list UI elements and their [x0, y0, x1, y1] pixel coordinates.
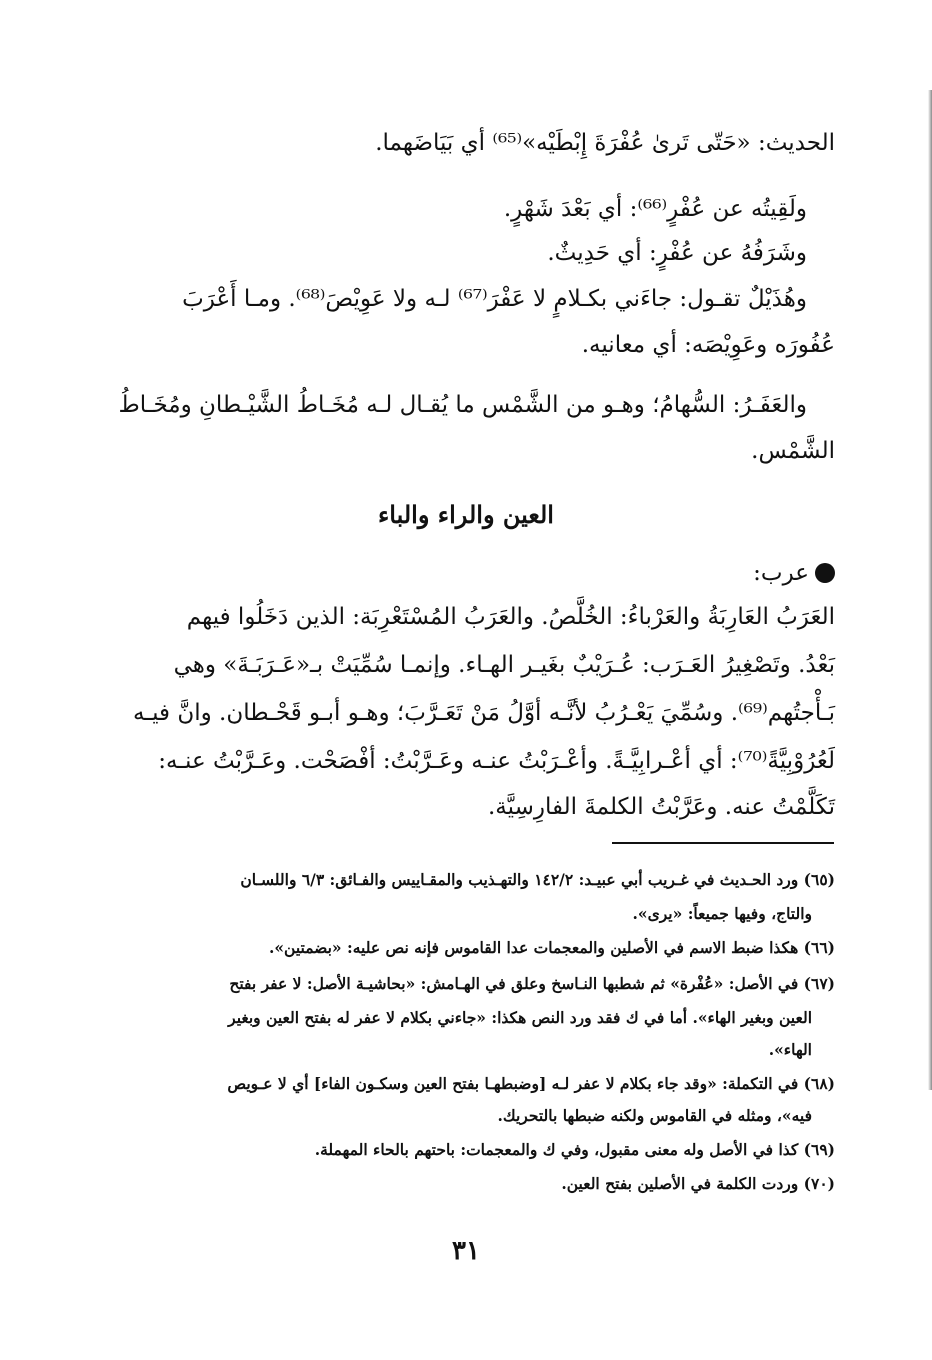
footnote-69: (٦٩) كذا في الأصل وله معنى مقبول، وفي ك والمعجمات: باحتهم بالحاء المهملة.: [314, 1140, 835, 1159]
footnote-70: (٧٠) وردت الكلمة في الأصلين بفتح العين.: [561, 1174, 835, 1193]
entry-head: [753, 560, 835, 586]
footnote-68: (٦٨) في التكملة: «وقد جاء بكلام لا عفر لـه [وضبطهـا بفتح العين وسكـون الفاء] أي لا عـويص: [227, 1074, 835, 1093]
body-line-2: ولَقِيتُه عن عُفْرٍ⁽⁶⁶⁾: أي بَعْدَ شَهْرٍ.: [503, 196, 807, 222]
section-heading: العين والراء والباء: [378, 500, 554, 529]
entry-line-2: بَعْدُ. وتَصْغِيرُ العَـرَب: عُـرَيْبٌ بغَيـر الهـاء. وإنمـا سُمِّيَتْ بـ«عَـرَبَـةَ» وهي: [173, 652, 835, 678]
body-line-7: الشَّمْس.: [751, 438, 835, 464]
footnote-66: (٦٦) هكذا ضبط الاسم في الأصلين والمعجمات عدا القاموس فإنه نص عليه: «بضمتين».: [268, 938, 835, 957]
footnote-67-cont-2: الهاء».: [768, 1040, 812, 1059]
body-line-1: الحديث: «حَتّى تَرىٰ عُفْرَةَ إِبْطَيْه»⁽⁶⁵⁾ أي بَيَاضَهما.: [375, 130, 835, 156]
bullet-icon: [815, 563, 835, 583]
entry-head-label: عرب:: [753, 560, 809, 586]
body-line-5: عُفُورَه وعَوِيْصَه: أي معانيه.: [581, 332, 835, 358]
footnote-67-cont-1: العين وبغير الهاء». أما في ك فقد ورد النص هكذا: «جاءني بكلام لا عفر له بفتح العين وبغير: [228, 1008, 812, 1027]
body-line-6: والعَفَـرُ: السُّهامُ؛ وهـو من الشَّمْس ما يُقـال لـه مُخَـاطُ الشَّيْـطانِ ومُخَـاطُ: [118, 392, 807, 418]
body-line-3: وشَرَفُهُ عن عُفْرٍ: أي حَدِيثٌ.: [547, 240, 807, 266]
footnote-67: (٦٧) في الأصل: «عُفْرة» ثم شطبها النـاسخ وعلق في الهـامش: «بحاشيـة الأصل: لا عفر بفتح: [229, 974, 835, 993]
footnote-65-cont: والتاج، وفيها جميعاً: «يرى».: [632, 904, 812, 923]
footnote-68-cont: فيه»، ومثله في القاموس ولكنه ضبطها بالتحريك.: [497, 1106, 812, 1125]
footnote-65: (٦٥) ورد الحـديث في غـريب أبي عبيـد: ١٤٢/٢ والتهـذيب والمقـاييس والفـائق: ٦/٣ واللسـان: [240, 870, 835, 889]
body-line-4: وهُذَيْلٌ تقـول: جاءَني بكـلامٍ لا عَفْرَ⁽⁶⁷⁾ لـه ولا عَوِيْصَ⁽⁶⁸⁾. ومـا أَعْرَبَ: [182, 286, 807, 312]
entry-line-4: لَعُرُوْبِيَّةً⁽⁷⁰⁾: أي أعْـرابِيَّـةً. وأعْـرَبْتُ عنـه وعَـرَّبْتُ: أفْصَحْت. وعَـرَّبْتُ عنـه:: [158, 748, 835, 774]
entry-line-3: بَـأْجتُهم⁽⁶⁹⁾. وسُمِّيَ يَعْـرُبُ لأنَّـه أوَّلُ مَنْ تَعَـرَّبَ؛ وهـو أبـو قَحْـطان. وانَّ فيـه: [133, 700, 835, 726]
scan-edge-shadow: [928, 90, 932, 1090]
footnote-separator: [612, 842, 834, 844]
entry-line-1: العَرَبُ العَارِبَةُ والعَرْباءُ: الخُلَّصُ. والعَرَبُ المُسْتَعْرِبَة: الذين دَخَلُوا فيهم: [186, 604, 835, 630]
entry-line-5: تَكَلَّمْتُ عنه. وعَرَّبْتُ الكلمةَ الفارِسِيَّة.: [488, 794, 835, 820]
page-number: ٣١: [452, 1236, 480, 1266]
